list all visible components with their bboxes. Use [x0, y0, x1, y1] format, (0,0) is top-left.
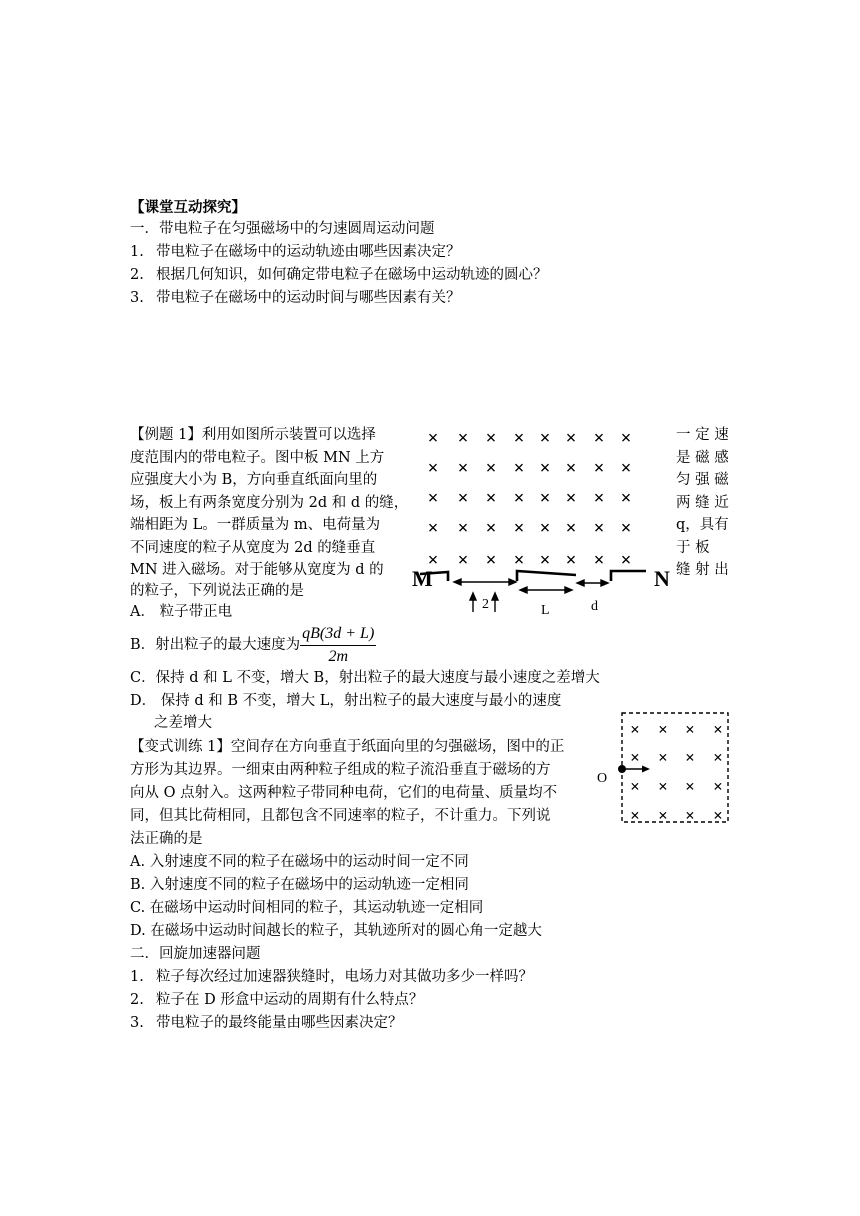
question-text: 带电粒子在磁场中的运动轨迹由哪些因素决定？ — [156, 244, 461, 260]
cross-mark: × — [565, 550, 577, 571]
cross-mark: × — [630, 777, 640, 796]
question-text: 粒子每次经过加速器狭缝时，电场力对其做功多少一样吗？ — [156, 969, 533, 985]
option-c: C．保持 d 和 L 不变，增大 B，射出粒子的最大速度与最小速度之差增大 — [130, 670, 600, 686]
question-number: 1. — [130, 969, 144, 985]
option-d-continued: 之差增大 — [154, 715, 212, 731]
variant1-line: 同，但其比荷相同，且都包含不同速率的粒子，不计重力。下列说 — [130, 808, 551, 824]
example1-right-line: 是 磁 感 — [676, 450, 729, 466]
cross-mark: × — [658, 720, 668, 739]
cross-mark: × — [427, 488, 439, 509]
option-b — [130, 622, 376, 668]
cross-mark: × — [713, 720, 723, 739]
example1-line: 【例题 1】利用如图所示装置可以选择 — [130, 427, 376, 443]
cross-mark: × — [485, 518, 497, 539]
example1-right-line: q，具有 — [676, 517, 729, 533]
square-field-figure — [592, 706, 738, 830]
example1-right-line: 两 缝 近 — [676, 495, 729, 511]
question-text: 带电粒子在磁场中的运动时间与哪些因素有关？ — [156, 290, 461, 306]
question-item — [130, 265, 548, 285]
question-text: 粒子在 D 形盒中运动的周期有什么特点？ — [156, 992, 424, 1008]
label-d: d — [591, 599, 598, 614]
cross-mark: × — [427, 550, 439, 571]
cross-mark: × — [513, 428, 525, 449]
cross-mark: × — [539, 428, 551, 449]
cross-mark: × — [457, 550, 469, 571]
cross-mark: × — [593, 488, 605, 509]
cross-mark: × — [658, 777, 668, 796]
example1-line: 端相距为 L。一群质量为 m、电荷量为 — [130, 517, 381, 533]
cross-mark: × — [539, 458, 551, 479]
cross-mark: × — [565, 428, 577, 449]
option-d: D． 保持 d 和 B 不变，增大 L，射出粒子的最大速度与最小的速度 — [130, 693, 562, 709]
cross-mark: × — [457, 428, 469, 449]
label-2d: 2 — [482, 597, 489, 612]
label-L: L — [541, 603, 550, 618]
question-text: 根据几何知识，如何确定带电粒子在磁场中运动轨迹的圆心？ — [156, 267, 548, 283]
example1-line: 场，板上有两条宽度分别为 2d 和 d 的缝， — [130, 495, 409, 511]
example1-right-line: 一 定 速 — [676, 427, 729, 443]
question-number: 2. — [130, 992, 144, 1008]
cross-mark: × — [565, 458, 577, 479]
cross-mark: × — [593, 518, 605, 539]
plate-middle — [517, 571, 576, 581]
variant1-line: 方形为其边界。一细束由两种粒子组成的粒子流沿垂直于磁场的方 — [130, 762, 551, 778]
example1-line: 不同速度的粒子从宽度为 2d 的缝垂直 — [130, 540, 376, 556]
cross-mark: × — [593, 428, 605, 449]
cross-mark: × — [513, 550, 525, 571]
plate-right — [611, 571, 646, 581]
variant1-option-c: C. 在磁场中运动时间相同的粒子，其运动轨迹一定相同 — [130, 900, 484, 916]
max-speed-fraction — [300, 624, 376, 667]
cross-mark: × — [539, 550, 551, 571]
cross-mark: × — [427, 518, 439, 539]
cross-mark: × — [565, 488, 577, 509]
cross-mark: × — [593, 550, 605, 571]
cross-mark: × — [685, 720, 695, 739]
option-b-text: B．射出粒子的最大速度为 — [130, 637, 301, 653]
cross-mark: × — [593, 458, 605, 479]
cross-mark: × — [620, 550, 632, 571]
label-O: O — [597, 771, 608, 786]
variant1-line: 【变式训练 1】空间存在方向垂直于纸面向里的匀强磁场，图中的正 — [130, 739, 565, 755]
cross-mark: × — [513, 458, 525, 479]
cross-mark: × — [620, 488, 632, 509]
cross-mark: × — [685, 777, 695, 796]
cross-mark: × — [713, 806, 723, 825]
variant1-line: 法正确的是 — [130, 831, 203, 847]
question-number: 1. — [130, 244, 144, 260]
cross-mark: × — [485, 488, 497, 509]
field-crosses — [428, 428, 632, 571]
cross-mark: × — [713, 777, 723, 796]
example1-line: MN 进入磁场。对于能够从宽度为 d 的 — [130, 562, 384, 578]
example1-right-line: 匀 强 磁 — [676, 472, 729, 488]
cross-mark: × — [485, 458, 497, 479]
question-item — [130, 967, 533, 987]
cross-mark: × — [620, 458, 632, 479]
cross-mark: × — [685, 806, 695, 825]
cross-mark: × — [630, 748, 640, 767]
cross-mark: × — [427, 428, 439, 449]
variant1-line: 向从 O 点射入。这两种粒子带同种电荷，它们的电荷量、质量均不 — [130, 785, 558, 801]
cross-mark: × — [513, 488, 525, 509]
section2-title: 二．回旋加速器问题 — [130, 946, 261, 962]
cross-mark: × — [713, 748, 723, 767]
cross-mark: × — [539, 488, 551, 509]
magnetic-field-figure — [396, 420, 676, 620]
cross-mark: × — [457, 488, 469, 509]
cross-mark: × — [457, 458, 469, 479]
fraction-denominator: 2m — [328, 647, 348, 665]
example1-line: 应强度大小为 B，方向垂直纸面向里的 — [130, 472, 378, 488]
question-number: 2. — [130, 267, 144, 283]
question-item — [130, 1013, 403, 1033]
example1-right-line: 缝 射 出 — [676, 562, 729, 578]
label-N: N — [654, 566, 670, 591]
cross-mark: × — [457, 518, 469, 539]
variant1-option-a: A. 入射速度不同的粒子在磁场中的运动时间一定不同 — [130, 854, 469, 870]
cross-mark: × — [658, 748, 668, 767]
label-M: M — [412, 566, 433, 591]
cross-mark: × — [658, 806, 668, 825]
cross-mark: × — [485, 428, 497, 449]
cross-mark: × — [539, 518, 551, 539]
question-item — [130, 990, 423, 1010]
fraction-numerator: qB(3d + L) — [300, 624, 376, 646]
cross-mark: × — [620, 428, 632, 449]
cross-mark: × — [630, 720, 640, 739]
cross-mark: × — [513, 518, 525, 539]
cross-mark: × — [620, 518, 632, 539]
question-item — [130, 242, 461, 262]
example1-line: 度范围内的带电粒子。图中板 MN 上方 — [130, 450, 385, 466]
cross-mark: × — [427, 458, 439, 479]
question-text: 带电粒子的最终能量由哪些因素决定？ — [156, 1015, 403, 1031]
section1-title: 一．带电粒子在匀强磁场中的匀速圆周运动问题 — [130, 221, 435, 237]
field-crosses — [630, 720, 723, 825]
example1-line: 的粒子，下列说法正确的是 — [130, 583, 304, 599]
variant1-option-b: B. 入射速度不同的粒子在磁场中的运动轨迹一定相同 — [130, 877, 469, 893]
cross-mark: × — [565, 518, 577, 539]
question-number: 3. — [130, 290, 144, 306]
entry-arrow-head — [642, 766, 650, 773]
section-heading: 【课堂互动探究】 — [130, 199, 246, 216]
question-item — [130, 288, 461, 308]
variant1-option-d: D. 在磁场中运动时间越长的粒子，其轨迹所对的圆心角一定越大 — [130, 923, 542, 939]
dimension-arrows — [454, 579, 608, 612]
example1-right-line: 于 板 — [676, 540, 710, 556]
question-number: 3. — [130, 1015, 144, 1031]
cross-mark: × — [485, 550, 497, 571]
cross-mark: × — [630, 806, 640, 825]
option-a: A． 粒子带正电 — [130, 604, 233, 620]
cross-mark: × — [685, 748, 695, 767]
